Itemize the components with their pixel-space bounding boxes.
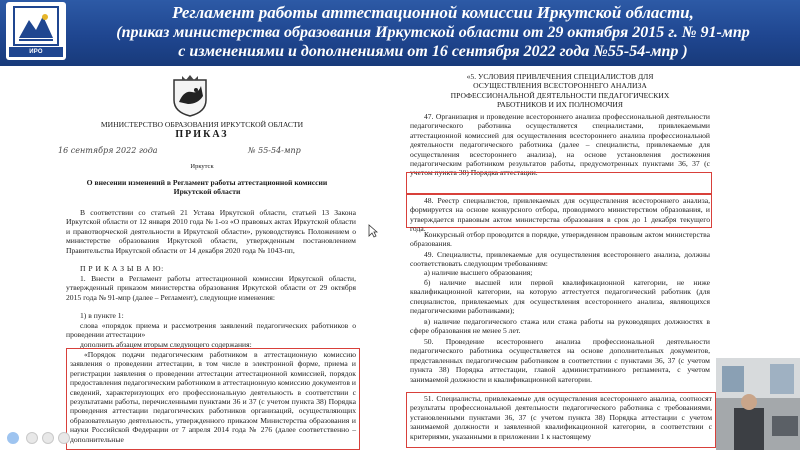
order-words-clause: слова «порядок приема и рассмотрения заявлений педагогических работников о проведении аттестации»	[66, 321, 356, 340]
clause-49: 49. Специалисты, привлекаемые для осуществления всестороннего анализа, должны соответствовать следующим требованиям:	[410, 250, 710, 269]
logo-label: ИРО	[9, 47, 63, 57]
play-button[interactable]	[6, 431, 20, 445]
order-document-page	[22, 68, 390, 450]
order-paragraph-1: 1. Внести в Регламент работы аттестационной комиссии Иркутской области, утвержденный приказом министерства образования Иркутской области от 29 октября 2015 года № 91-мпр (далее – Регламент), следующие изменения:	[66, 274, 356, 302]
order-date: 16 сентября 2022 года	[58, 146, 158, 155]
title-line-2: (приказ министерства образования Иркутской области от 29 октября 2015 г. № 91-мпр	[116, 24, 750, 41]
logo-graphic-icon	[15, 8, 57, 44]
order-city: Иркутск	[190, 163, 214, 170]
order-add-clause: дополнить абзацем вторым следующего содержания:	[80, 340, 252, 349]
control-button-3[interactable]	[58, 432, 70, 444]
ministry-name: МИНИСТЕРСТВО ОБРАЗОВАНИЯ ИРКУТСКОЙ ОБЛАСТИ	[100, 120, 304, 129]
presenter-video[interactable]	[716, 358, 800, 450]
mouse-pointer-icon	[368, 224, 378, 238]
clause-49b: б) наличие высшей или первой квалификационной категории, не ниже квалификационной категории, на которую аттестуется педагогический работник (для специалистов, привлекаемых для осуществления всестороннего анализа, являющихся педагогическими работниками);	[410, 278, 710, 316]
clause-50: 50. Проведение всестороннего анализа профессиональной деятельности педагогического работника осуществляется на основе дополнительных документов, представленных педагогическим работником в соответствии с пунктами 36, 37 (с учетом пункта 38) Порядка аттестации, главой административного регламента, с учетом занимаемой должности и квалификационной категории.	[410, 337, 710, 384]
title-line-3: с изменениями и дополнениями от 16 сентября 2022 года №55-54-мпр )	[178, 43, 688, 60]
clause-51: 51. Специалисты, привлекаемые для осуществления всестороннего анализа, соотносят результаты профессиональной деятельности педагогического работника с требованиями, установленными пунктами 36, 37 (с учетом пункта 38) Порядка аттестации с учетом занимаемой должности и заявленной квалификационной категории, в соответствии с критериями, указанными в приложении 1 к настоящему	[410, 394, 712, 441]
order-boxed-text: «Порядок подачи педагогическим работником в аттестационную комиссию заявления о проведении аттестации, в том числе в электронной форме, приема и регистрации заявления о проведении аттестации аттестационной комиссией, порядок предоставления педагогическим работником в аттестационную комиссию документов и сведений, характеризующих его профессиональную деятельность в соответствии с результатами работы, перечисленными пунктами 36 и 37 (с учетом пункта 38) Порядка проведения аттестации педагогических работников организаций, осуществляющих образовательную деятельность, утвержденного приказом Министерства образования и науки Российской Федерации от 7 апреля 2014 года № 276 (далее соответственно – дополнительные	[70, 350, 356, 444]
order-item-1: 1) в пункте 1:	[80, 311, 124, 320]
control-button-2[interactable]	[42, 432, 54, 444]
clause-47: 47. Организация и проведение всестороннего анализа профессиональной деятельности педагогического работника осуществляется специалистами, привлекаемыми аттестационной комиссией для осуществления всестороннего анализа профессиональной деятельности педагогического работника (далее – специалисты, привлекаемые для осуществления всестороннего анализа), на основе установления достижения педагогическим работником результатов работы, предусмотренных пунктами 36, 37 (с учетом пункта 38) Порядка аттестации.	[410, 112, 710, 178]
highlight-box-47	[406, 172, 712, 194]
logo-frame	[13, 6, 59, 46]
order-subject-line1: О внесении изменений в Регламент работы аттестационной комиссии	[86, 178, 328, 187]
section-5-heading: «5. УСЛОВИЯ ПРИВЛЕЧЕНИЯ СПЕЦИАЛИСТОВ ДЛЯ ОСУЩЕСТВЛЕНИЯ ВСЕСТОРОННЕГО АНАЛИЗА ПРОФЕССИОНАЛЬНОЙ ДЕЯТЕЛЬНОСТИ ПЕДАГОГИЧЕСКИХ РАБОТНИКОВ И ИХ ПОЛНОМОЧИЯ	[450, 72, 670, 110]
clause-49a: а) наличие высшего образования;	[424, 268, 533, 277]
coat-of-arms-icon	[170, 74, 210, 118]
title-banner	[0, 0, 800, 66]
institute-logo	[6, 2, 66, 60]
clause-49c: в) наличие педагогического стажа или стажа работы на руководящих должностях в сфере образования не менее 5 лет.	[410, 317, 710, 336]
video-frame-image	[716, 358, 800, 450]
order-heading: ПРИКАЗ	[175, 129, 229, 140]
regulation-document-page	[404, 68, 716, 450]
order-preamble: В соответствии со статьей 21 Устава Иркутской области, статьей 13 Закона Иркутской области от 12 января 2010 года № 1-оз «О правовых актах Иркутской области и правотворческой деятельности в Иркутской области», руководствуясь Положением о министерстве образования Иркутской области, утвержденным постановлением Правительства Иркутской области от 14 декабря 2020 года № 1043-пп,	[66, 208, 356, 255]
clause-48-contest: Конкурсный отбор проводится в порядке, утвержденном правовым актом министерства образования.	[410, 230, 710, 249]
title-line-1: Регламент работы аттестационной комиссии Иркутской области,	[172, 3, 694, 22]
order-subject-line2: Иркутской области	[173, 187, 241, 196]
control-button-1[interactable]	[26, 432, 38, 444]
order-decree-word: П Р И К А З Ы В А Ю:	[80, 264, 164, 273]
order-number: № 55-54-мпр	[248, 146, 301, 155]
clause-48: 48. Реестр специалистов, привлекаемых для осуществления всестороннего анализа, формируется на основе конкурсного отбора, проводимого министерством образования, и утверждается правовым актом министерства образования в срок до 1 декабря текущего года.	[410, 196, 710, 234]
